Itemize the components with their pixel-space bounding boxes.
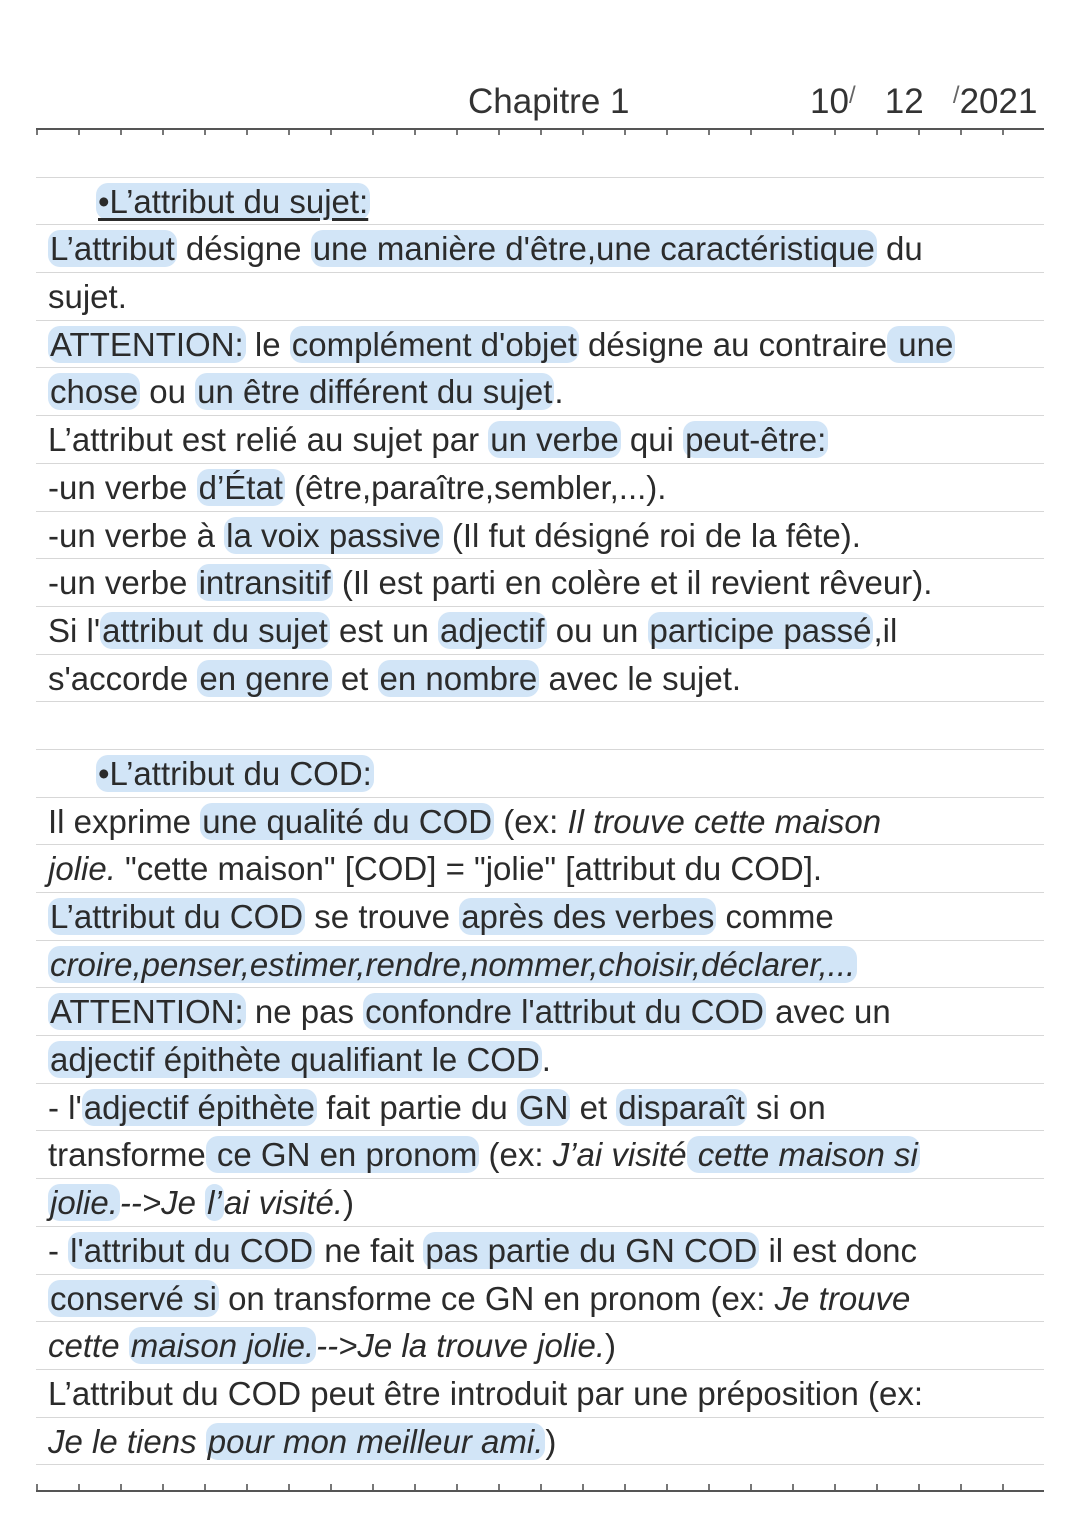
text-segment: il est donc [759, 1231, 918, 1269]
text-line [36, 225, 1044, 273]
text-segment: L’attribut du COD peut être introduit par une préposition (ex: [48, 1374, 923, 1412]
text-segment: cette [48, 1327, 129, 1365]
text-segment: ) [545, 1422, 557, 1460]
text-segment: ne pas [245, 993, 364, 1031]
text-segment: et [570, 1088, 617, 1126]
text-segment: transforme [48, 1136, 206, 1174]
highlighted-text: pas partie du GN COD [425, 1231, 758, 1269]
text-segment: désigne [176, 230, 311, 268]
highlighted-text: maison jolie. [130, 1327, 315, 1365]
highlighted-text: participe passé [649, 611, 872, 649]
text-line [36, 1036, 1044, 1084]
text-segment: -un verbe à [48, 516, 225, 554]
text-segment: "cette maison" [COD] = "jolie" [attribut du COD]. [115, 850, 823, 888]
highlighted-text: intransitif [198, 564, 331, 602]
highlighted-text: l’ [207, 1184, 222, 1222]
highlighted-text: cette maison si [688, 1136, 918, 1174]
text-segment: qui [620, 421, 684, 459]
text-segment: désigne au contraire [578, 325, 888, 363]
text-segment: se trouve [305, 898, 460, 935]
text-line [36, 273, 1044, 321]
highlighted-text: •L’attribut du sujet: [98, 182, 369, 220]
highlighted-text: en nombre [379, 659, 538, 697]
text-line [36, 845, 1044, 893]
text-segment: -->Je [119, 1184, 206, 1222]
text-segment: - [48, 1231, 69, 1269]
highlighted-text: adjectif épithète [83, 1088, 315, 1126]
text-line [36, 941, 1044, 989]
text-line [36, 416, 1044, 464]
text-line [36, 559, 1044, 607]
text-line [36, 368, 1044, 416]
text-segment: ne fait [315, 1231, 424, 1269]
highlighted-text: chose [50, 373, 139, 411]
text-segment: Si l' [48, 611, 101, 649]
highlighted-text: croire,penser,estimer,rendre,nommer,choisir,déclarer,... [50, 945, 856, 983]
text-segment: le [245, 325, 290, 363]
text-line [36, 1418, 1044, 1466]
highlighted-text: ATTENTION: [50, 993, 244, 1031]
text-segment: Il trouve cette maison [567, 802, 882, 840]
text-segment: s'accorde [48, 659, 198, 697]
highlighted-text: L’attribut [50, 230, 175, 268]
text-segment: Il exprime [48, 802, 201, 840]
text-line [36, 1275, 1044, 1323]
text-segment: du [876, 230, 923, 268]
footer-rule [36, 1490, 1044, 1492]
blank-line [36, 702, 1044, 750]
highlighted-text: ce GN en pronom [207, 1136, 478, 1174]
text-line [36, 1322, 1044, 1370]
date-sep: / [848, 82, 856, 109]
text-segment: fait partie du [316, 1088, 517, 1126]
text-segment: (Il fut désigné roi de la fête). [442, 516, 861, 554]
highlighted-text: une qualité du COD [202, 802, 493, 840]
text-line [36, 512, 1044, 560]
highlighted-text: d’État [198, 468, 283, 506]
highlighted-text: un être différent du sujet [197, 373, 553, 411]
date-year: 2021 [959, 82, 1038, 121]
text-segment: (Il est parti en colère et il revient rêveur). [332, 564, 933, 602]
text-segment: . [554, 373, 564, 411]
text-segment: (ex: [479, 1136, 553, 1174]
text-segment: -un verbe [48, 564, 197, 602]
highlighted-text: adjectif [440, 611, 545, 649]
section-heading [36, 178, 1044, 226]
text-line [36, 798, 1044, 846]
text-segment: -->Je la trouve jolie. [316, 1327, 606, 1365]
text-segment: . [541, 1041, 551, 1079]
text-line [36, 1084, 1044, 1132]
text-segment: jolie. [48, 850, 116, 888]
text-segment: ,il [873, 611, 898, 649]
text-line [36, 321, 1044, 369]
highlighted-text: disparaît [618, 1088, 745, 1126]
text-segment: L’attribut est relié au sujet par [48, 421, 489, 459]
text-segment: J’ai visité [552, 1136, 687, 1174]
date-sep: / [952, 82, 960, 109]
text-segment: est un [329, 611, 439, 649]
highlighted-text: l'attribut du COD [70, 1231, 314, 1269]
text-segment: on transforme ce GN en pronom (ex: [218, 1279, 775, 1317]
highlighted-text: ATTENTION: [50, 325, 244, 363]
text-segment: - l' [48, 1088, 82, 1126]
highlighted-text: après des verbes [461, 898, 715, 935]
text-line [36, 1227, 1044, 1275]
text-line [36, 1131, 1044, 1179]
text-segment: ) [605, 1327, 617, 1365]
highlighted-text: adjectif épithète qualifiant le COD [50, 1041, 540, 1079]
notebook-lines [36, 130, 1044, 1465]
text-segment: et [331, 659, 378, 697]
text-line [36, 1179, 1044, 1227]
text-line [36, 464, 1044, 512]
highlighted-text: conservé si [50, 1279, 217, 1317]
text-line [36, 655, 1044, 703]
text-segment: Je trouve [774, 1279, 911, 1317]
highlighted-text: confondre l'attribut du COD [365, 993, 764, 1031]
text-segment: ai visité. [223, 1184, 344, 1222]
blank-line [36, 130, 1044, 178]
highlighted-text: une manière d'être,une caractéristique [312, 230, 875, 268]
text-line [36, 893, 1044, 941]
page-header [36, 70, 1044, 130]
text-segment: avec un [765, 993, 891, 1031]
text-segment: Je le tiens [48, 1422, 206, 1460]
highlighted-text: un verbe [490, 421, 619, 459]
text-segment: comme [716, 898, 834, 935]
chapter-title: Chapitre 1 [468, 82, 630, 121]
highlighted-text: jolie. [50, 1184, 118, 1222]
highlighted-text: en genre [199, 659, 330, 697]
text-segment: -un verbe [48, 468, 197, 506]
text-line [36, 988, 1044, 1036]
date-day: 10 [810, 82, 849, 121]
text-line [36, 1370, 1044, 1418]
highlighted-text: L’attribut du COD [50, 898, 304, 935]
text-segment: sujet. [48, 278, 127, 316]
text-segment: ) [343, 1184, 355, 1222]
section-heading [36, 750, 1044, 798]
text-segment: si on [746, 1088, 826, 1126]
date [810, 82, 1037, 122]
text-segment: (être,paraître,sembler,...). [284, 468, 667, 506]
date-month: 12 [884, 82, 924, 121]
highlighted-text: complément d'objet [291, 325, 577, 363]
text-line [36, 607, 1044, 655]
text-segment: (ex: [494, 802, 568, 840]
highlighted-text: attribut du sujet [102, 611, 328, 649]
text-segment: ou [140, 373, 196, 411]
text-segment: avec le sujet. [539, 659, 742, 697]
highlighted-text: •L’attribut du COD: [98, 754, 372, 792]
highlighted-text: la voix passive [226, 516, 441, 554]
highlighted-text: pour mon meilleur ami. [207, 1422, 544, 1460]
highlighted-text: peut-être: [685, 421, 827, 459]
highlighted-text: GN [518, 1088, 569, 1126]
highlighted-text: une [889, 325, 954, 363]
text-segment: ou un [546, 611, 648, 649]
